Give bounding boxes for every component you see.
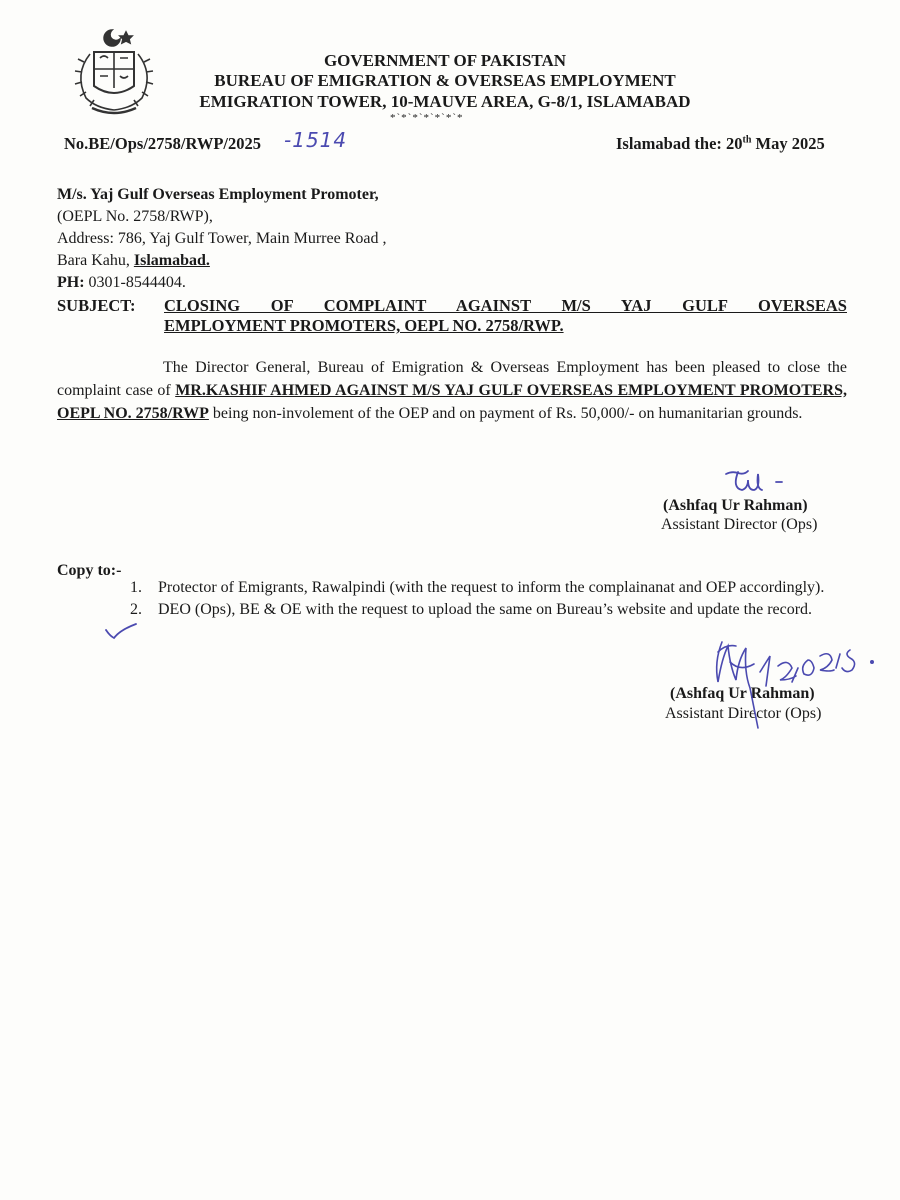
header-bureau: BUREAU OF EMIGRATION & OVERSEAS EMPLOYMENT — [214, 71, 676, 90]
copy-to-label: Copy to:- — [57, 562, 122, 579]
reference-handwritten-number: -1514 — [284, 128, 348, 152]
body-complaint-title: MR.KASHIF AHMED AGAINST M/S YAJ GULF OVERSEAS EMPLOYMENT PROMOTERS, OEPL NO. 2758/RWP — [57, 382, 847, 422]
addressee-address: Address: 786, Yaj Gulf Tower, Main Murree Road , — [57, 230, 387, 247]
handwritten-signature-date-icon — [700, 632, 890, 742]
subject-label: SUBJECT: — [57, 296, 136, 315]
header-separator: *`*`*`*`*`*`* — [390, 112, 464, 124]
list-item: 1. Protector of Emigrants, Rawalpindi (with the request to inform the complainanat and OEP accordingly). — [130, 579, 825, 596]
list-item: 2. DEO (Ops), BE & OE with the request to upload the same on Bureau’s website and update the record. — [130, 601, 813, 618]
signatory-name-copy: (Ashfaq Ur Rahman) — [670, 685, 815, 702]
signatory-name: (Ashfaq Ur Rahman) — [663, 497, 808, 514]
subject-text: CLOSING OF COMPLAINT AGAINST M/S YAJ GULF OVERSEAS EMPLOYMENT PROMOTERS, OEPL NO. 2758/RWP. — [164, 296, 847, 335]
tick-mark-icon — [104, 620, 140, 640]
copy-to-list — [120, 578, 847, 620]
addressee-area: Bara Kahu, Islamabad. — [57, 252, 210, 269]
addressee-city: Islamabad. — [133, 252, 210, 269]
handwritten-signature-icon — [718, 460, 828, 500]
addressee-phone: PH: 0301-8544404. — [57, 274, 186, 291]
signatory-title-copy: Assistant Director (Ops) — [665, 705, 822, 722]
header-government: GOVERNMENT OF PAKISTAN — [323, 51, 567, 70]
body-paragraph: The Director General, Bureau of Emigration & Overseas Employment has been pleased to close the complaint case of MR.KASHIF AHMED AGAINST M/S YAJ GULF OVERSEAS EMPLOYMENT PROMOTERS, OEPL NO. 2758/RWP being non-involement of the OEP and on payment of Rs. 50,000/- on humanitarian grounds. — [57, 359, 847, 422]
header-address: EMIGRATION TOWER, 10-MAUVE AREA, G-8/1, ISLAMABAD — [199, 92, 691, 111]
letter-date: Islamabad the: 20th May 2025 — [616, 134, 825, 153]
addressee-name: M/s. Yaj Gulf Overseas Employment Promoter, — [57, 186, 379, 203]
addressee-oepl: (OEPL No. 2758/RWP), — [57, 208, 213, 225]
reference-number: No.BE/Ops/2758/RWP/2025 — [64, 134, 261, 153]
signatory-title: Assistant Director (Ops) — [661, 516, 818, 533]
